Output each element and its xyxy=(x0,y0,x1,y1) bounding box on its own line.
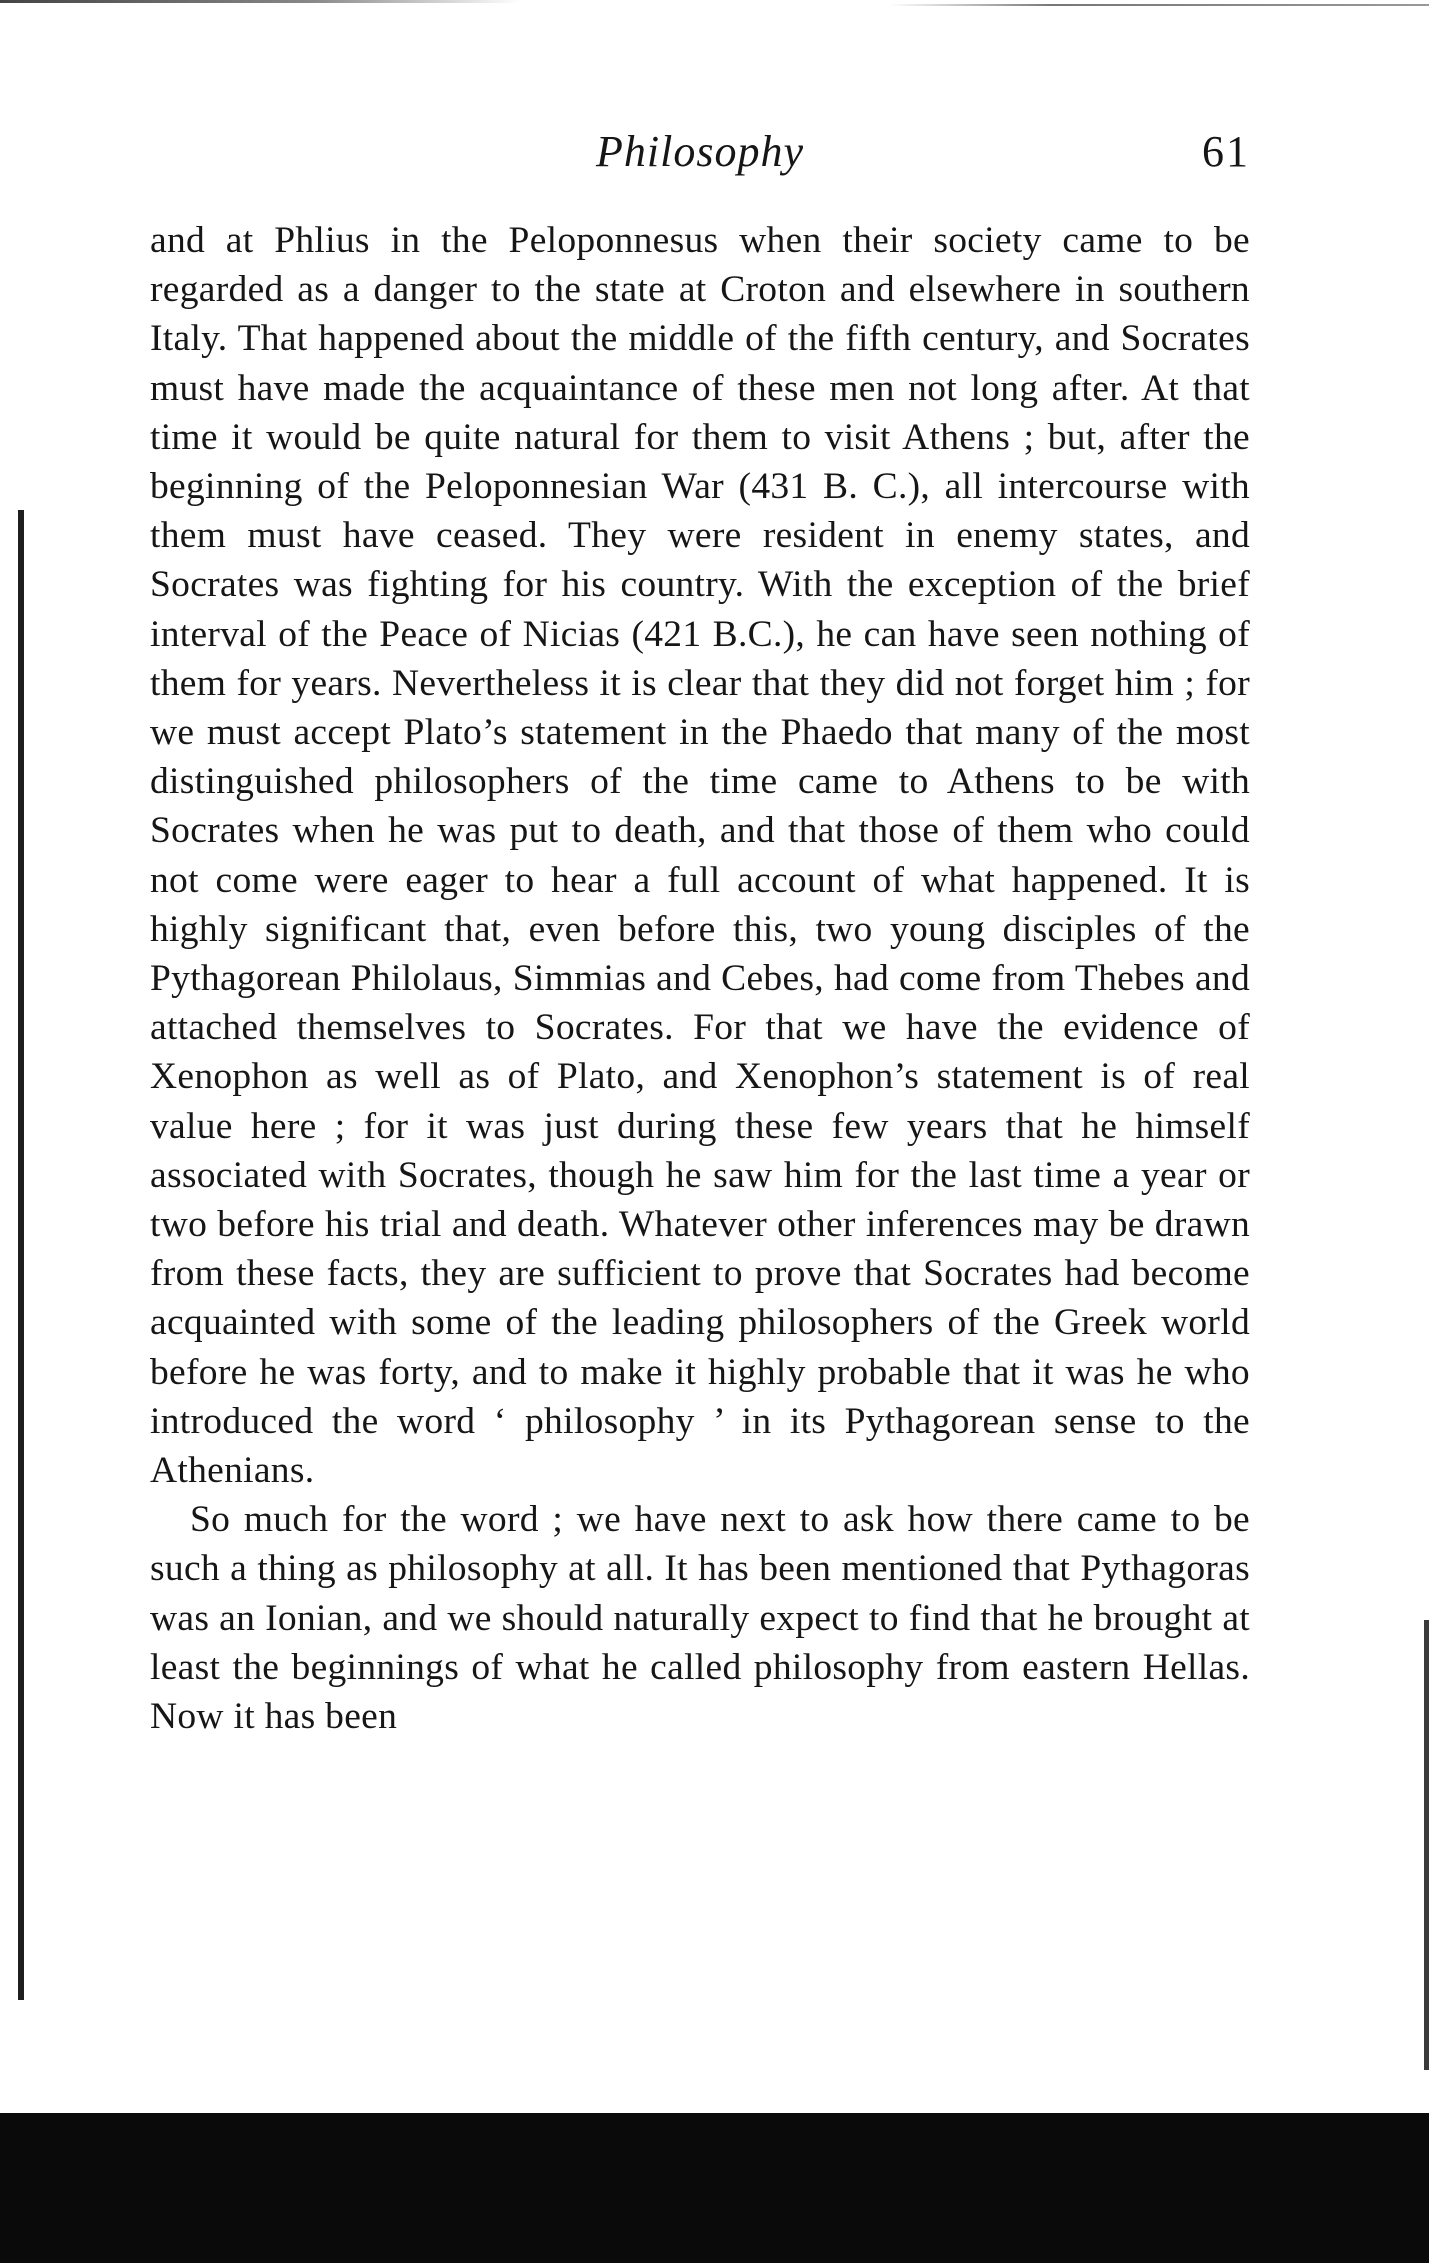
scan-edge-top-right xyxy=(890,4,1429,6)
page-number: 61 xyxy=(1202,127,1250,176)
book-page xyxy=(150,118,1250,1741)
scan-edge-right xyxy=(1424,1620,1429,2070)
running-head xyxy=(150,118,1250,198)
scan-edge-top xyxy=(0,0,520,3)
scan-edge-left xyxy=(18,510,24,2000)
body-text xyxy=(150,216,1250,1741)
paragraph-2: So much for the word ; we have next to ask how there came to be such a thing as philosophy at all. It has been mentioned that Pythagoras was an Ionian, and we should naturally expect to find that he brought at least the beginnings of what he called philosophy from eastern Hellas. Now it has been xyxy=(150,1499,1250,1738)
running-title: Philosophy xyxy=(596,127,804,176)
paragraph-1: and at Phlius in the Peloponnesus when their society came to be regarded as a danger to the state at Croton and elsewhere in southern Italy. That happened about the middle of the fifth century, and Socrates must have made the acquaintance of these men not long after. At that time it would be quite natural for them to visit Athens ; but, after the beginning of the Peloponnesian War (431 B. C.), all intercourse with them must have ceased. They were resident in enemy states, and Socrates was fighting for his country. With the exception of the brief interval of the Peace of Nicias (421 B.C.), he can have seen nothing of them for years. Nevertheless it is clear that they did not forget him ; for we must accept Plato’s statement in the Phaedo that many of the most distinguished philosophers of the time came to Athens to be with Socrates when he was put to death, and that those of them who could not come were eager to hear a full account of what happened. It is highly significant that, even before this, two young disciples of the Pythagorean Philolaus, Simmias and Cebes, had come from Thebes and attached themselves to Socrates. For that we have the evidence of Xenophon as well as of Plato, and Xenophon’s statement is of real value here ; for it was just during these few years that he himself associated with Socrates, though he saw him for the last time a year or two before his trial and death. Whatever other inferences may be drawn from these facts, they are sufficient to prove that Socrates had become acquainted with some of the leading philosophers of the Greek world before he was forty, and to make it highly probable that it was he who introduced the word ‘ philosophy ’ in its Pythagorean sense to the Athenians. xyxy=(150,220,1250,1492)
scan-edge-bottom xyxy=(0,2113,1429,2263)
